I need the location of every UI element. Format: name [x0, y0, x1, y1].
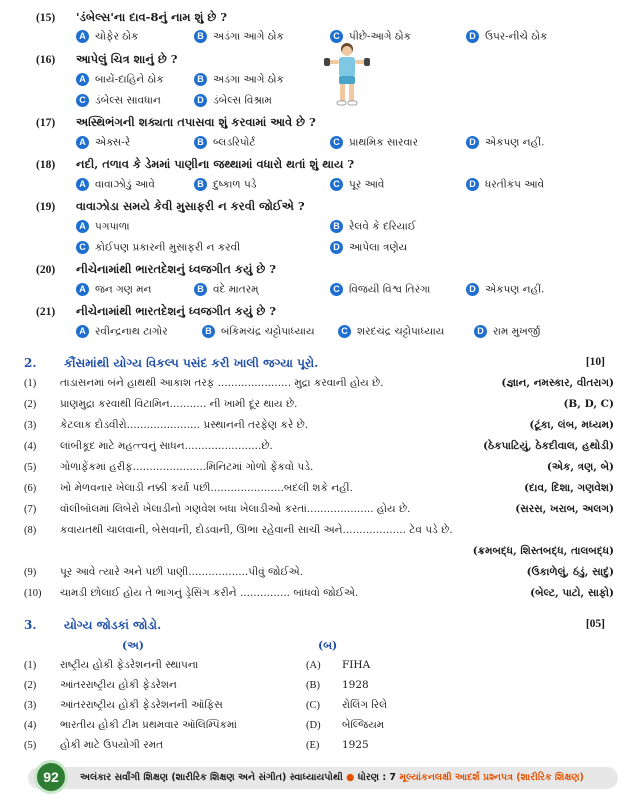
- fill-item-8-answer-options: (ક્રમબદ્ધ, શિસ્તબદ્ધ, તાલબદ્ધ): [472, 545, 614, 557]
- fill-item-4: (4) લાંબીકૂદ માટે મહત્ત્વનું સાધન.......................છે. (ઠેકપાટિયું, ઠેકદીવાલ, હથોડી): [24, 440, 614, 452]
- option-b[interactable]: B અડંગા આગે ઠોક: [194, 30, 284, 44]
- question-text: વાવાઝોડા સમયે કેવી મુસાફરી ન કરવી જોઈએ ?: [76, 199, 305, 213]
- fill-item-8: (8) કવાયતથી ચાલવાની, બેસવાની, દોડવાની, ઊભા રહેવાની સાચી અને................... ટેવ પડે છે.: [24, 524, 453, 536]
- option-b[interactable]: B અડંગા આગે ઠોક: [194, 73, 284, 87]
- question-text: અસ્થિભંગની શક્યતા તપાસવા શું કરવામાં આવે છે ?: [76, 115, 316, 129]
- question-15: (15) 'ડંબેલ્સ'ના દાવ-8નું નામ શું છે ?: [36, 10, 228, 24]
- match-row-3: (3) આંતરરાષ્ટ્રીય હોકી ફેડરેશનની ઑફિસ (C) રોલિંગ રિલે: [24, 699, 388, 711]
- column-a-header: (અ): [122, 639, 145, 652]
- option-c[interactable]: C શરદચંદ્ર ચટ્ટોપાધ્યાય: [338, 325, 444, 339]
- column-b-header: (બ): [318, 639, 338, 652]
- option-c[interactable]: C ડંબેલ્સ સાવધાન: [76, 94, 161, 108]
- option-c[interactable]: C પીછે-આગે ઠોક: [330, 30, 411, 44]
- option-d[interactable]: D એકપણ નહીં.: [466, 136, 544, 150]
- option-b[interactable]: B બંકિમચંદ્ર ચટ્ટોપાધ્યાય: [202, 325, 315, 339]
- option-a[interactable]: A બાયેં-દાહિને ઠોક: [76, 73, 164, 87]
- footer-text: અલંકાર સર્વાંગી શિક્ષણ (શારીરિક શિક્ષણ અને સંગીત) સ્વાધ્યાયપોથી ● ધોરણ : 7 મૂલ્યાંકનલક્ષી આદર્શ પ્રશ્નપત્ર (શારીરિક શિક્ષણ): [80, 772, 584, 783]
- section-3-heading: 3. યોગ્ય જોડકાં જોડો.: [24, 618, 162, 632]
- option-c[interactable]: C પૂર આવે: [330, 178, 384, 192]
- page-number-badge: 92: [34, 760, 68, 794]
- option-c[interactable]: C કોઈપણ પ્રકારની મુસાફરી ન કરવી: [76, 241, 240, 255]
- option-c[interactable]: C વિજયી વિશ્વ તિરંગા: [330, 283, 430, 297]
- question-18: (18) નદી, તળાવ કે ડેમમાં પાણીના જથ્થામાં વધારો થતાં શું થાય ?: [36, 157, 355, 171]
- option-d[interactable]: D આપેલા ત્રણેય: [330, 241, 407, 255]
- option-a[interactable]: A રવીન્દ્રનાથ ટાગોર: [76, 325, 168, 339]
- option-b[interactable]: B વંદે માતરમ્: [194, 283, 259, 297]
- section-2-heading: 2. કૌંસમાંથી યોગ્ય વિકલ્પ પસંદ કરી ખાલી જગ્યા પૂરો.: [24, 356, 319, 370]
- fill-item-5: (5) ગોળાફેંકમાં હરીફ......................મિનિટમાં ગોળો ફેંકવો પડે. (એક, ત્રણ, બે): [24, 461, 614, 473]
- option-a[interactable]: A એક્સ-રે: [76, 136, 130, 150]
- fill-item-7: (7) વૉલીબૉલમાં લિબેરો ખેલાડીનો ગણવેશ બધા ખેલાડીઓ કરતાં.................... હોય છે. (સરસ, ખરાબ, અલગ): [24, 503, 614, 515]
- question-17: (17) અસ્થિભંગની શક્યતા તપાસવા શું કરવામાં આવે છે ?: [36, 115, 316, 129]
- option-d[interactable]: D ડંબેલ્સ વિશ્રામ: [194, 94, 272, 108]
- fill-item-10: (10) ચામડી છોલાઈ હોય તે ભાગનું ડ્રેસિંગ કરીને ............... બાંધવો જોઈએ. (બેલ્ટ, પાટો, સાફો): [24, 587, 614, 599]
- question-text: નદી, તળાવ કે ડેમમાં પાણીના જથ્થામાં વધારો થતાં શું થાય ?: [76, 157, 355, 171]
- question-text: 'ડંબેલ્સ'ના દાવ-8નું નામ શું છે ?: [76, 10, 228, 24]
- fill-item-6: (6) ખો મેળવનાર ખેલાડી નક્કી કર્યા પછી......................બદલી શકે નહીં. (દાવ, દિશા, ગણવેશ): [24, 482, 614, 494]
- match-row-1: (1) રાષ્ટ્રીય હોકી ફેડરેશનની સ્થાપના (A) FIHA: [24, 659, 371, 671]
- fill-item-1: (1) તાડાસનમાં બંને હાથથી આકાશ તરફ ...................... મુદ્રા કરવાની હોય છે. (જ્ઞાન, નમસ્કાર, વીતરાગ): [24, 377, 614, 389]
- match-row-2: (2) આંતરરાષ્ટ્રીય હોકી ફેડરેશન (B) 1928: [24, 679, 369, 691]
- option-d[interactable]: D ધરતીકંપ આવે: [466, 178, 544, 192]
- page-footer: [0, 758, 629, 796]
- fill-item-9: (9) પૂર આવે ત્યારે અને પછી પાણી..................પીવું જોઈએ. (ઉકાળેલું, ઠંડું, સાદું): [24, 566, 614, 578]
- question-16: (16) આપેલું ચિત્ર શાનું છે ?: [36, 52, 178, 66]
- option-a[interactable]: A વાવાઝોડું આવે: [76, 178, 155, 192]
- question-text: નીચેનામાંથી ભારતદેશનું ધ્વજગીત કયું છે ?: [76, 304, 277, 318]
- question-text: આપેલું ચિત્ર શાનું છે ?: [76, 52, 178, 66]
- option-d[interactable]: D એકપણ નહીં.: [466, 283, 544, 297]
- section-2-marks: [10]: [585, 356, 605, 368]
- fill-item-2: (2) પ્રાણમુદ્રા કરવાથી વિટામિન........... ની ખામી દૂર થાય છે. (B, D, C): [24, 398, 614, 410]
- match-row-4: (4) ભારતીય હોકી ટીમ પ્રથમવાર ઑલિમ્પિકમાં (D) બેલ્જિયમ: [24, 719, 385, 731]
- option-b[interactable]: B રેલવે કે દરિયાઈ: [330, 220, 416, 234]
- question-text: નીચેનામાંથી ભારતદેશનું ધ્વજગીત કયું છે ?: [76, 262, 277, 276]
- fill-item-3: (3) કેટલાક દોડવીરો...................... પ્રસ્થાનની તરફેણ કરે છે. (ટૂંકા, લંબ, મધ્યમ): [24, 419, 614, 431]
- section-3-marks: [05]: [585, 618, 605, 630]
- option-a[interactable]: A પગપાળા: [76, 220, 130, 234]
- dumbbell-figure-illustration: [322, 40, 372, 108]
- bullet-icon: ●: [346, 772, 355, 783]
- question-21: (21) નીચેનામાંથી ભારતદેશનું ધ્વજગીત કયું છે ?: [36, 304, 277, 318]
- option-b[interactable]: B દુષ્કાળ પડે: [194, 178, 257, 192]
- option-a[interactable]: A ચોફેર ઠોક: [76, 30, 138, 44]
- option-b[interactable]: B બ્લડરિપોર્ટ: [194, 136, 255, 150]
- match-row-5: (5) હોકી માટે ઉપયોગી રમત (E) 1925: [24, 739, 369, 751]
- option-c[interactable]: C પ્રાથમિક સારવાર: [330, 136, 418, 150]
- question-19: (19) વાવાઝોડા સમયે કેવી મુસાફરી ન કરવી જોઈએ ?: [36, 199, 305, 213]
- option-d[interactable]: D રામ મુખર્જી: [474, 325, 540, 339]
- option-a[interactable]: A જન ગણ મન: [76, 283, 152, 297]
- question-20: (20) નીચેનામાંથી ભારતદેશનું ધ્વજગીત કયું છે ?: [36, 262, 277, 276]
- option-d[interactable]: D ઉપર-નીચે ઠોક: [466, 30, 547, 44]
